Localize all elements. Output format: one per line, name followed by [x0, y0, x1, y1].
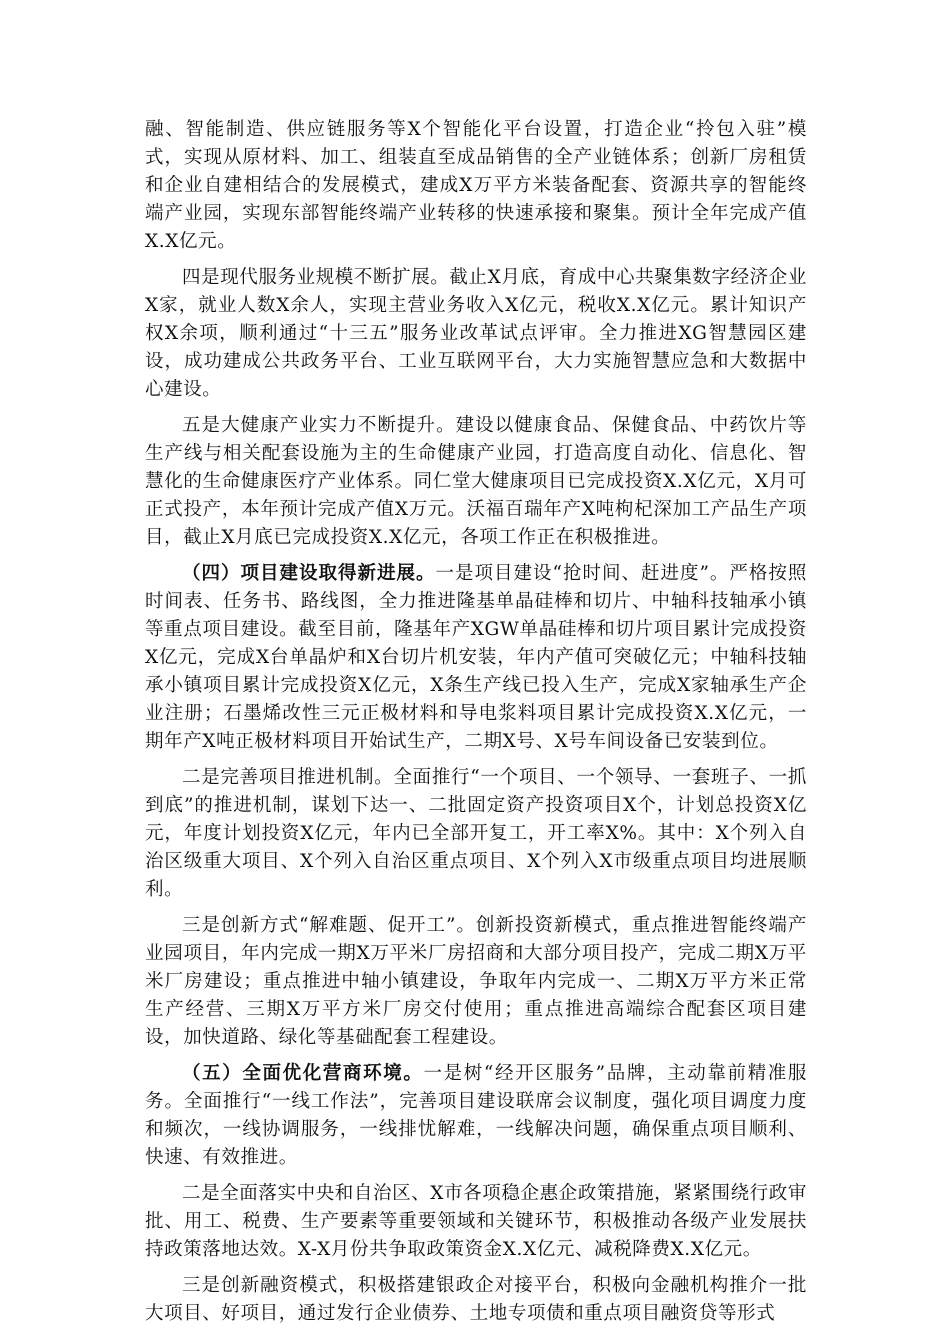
document-page: [145, 116, 807, 1336]
section-heading-4: （四）项目建设取得新进展。: [182, 563, 436, 584]
paragraph-1: [145, 116, 807, 256]
paragraph-9: [145, 1272, 807, 1328]
paragraph-9-text: 三是创新融资模式，积极搭建银政企对接平台，积极向金融机构推介一批大项目、好项目，通过发行企业债券、土地专项债和重点项目融资贷等形式: [145, 1275, 807, 1324]
paragraph-3: [145, 412, 807, 552]
paragraph-6: [145, 912, 807, 1052]
section-heading-5: （五）全面优化营商环境。: [182, 1063, 424, 1084]
paragraph-6-text: 三是创新方式“解难题、促开工”。创新投资新模式，重点推进智能终端产业园项目，年内完成一期X万平米厂房招商和大部分项目投产，完成二期X万平米厂房建设；重点推进中轴小镇建设，争取年内完成一、二期X万平方米正常生产经营、三期X万平方米厂房交付使用；重点推进高端综合配套区项目建设，加快道路、绿化等基础配套工程建设。: [145, 915, 807, 1048]
paragraph-7: [145, 1060, 807, 1172]
paragraph-5: [145, 764, 807, 904]
paragraph-2: [145, 264, 807, 404]
paragraph-4-text: 一是项目建设“抢时间、赶进度”。严格按照时间表、任务书、路线图，全力推进隆基单晶硅棒和切片、中轴科技轴承小镇等重点项目建设。截至目前，隆基年产XGW单晶硅棒和切片项目累计完成投资X亿元，完成X台单晶炉和X台切片机安装，年内产值可突破亿元；中轴科技轴承小镇项目累计完成投资X亿元，X条生产线已投入生产，完成X家轴承生产企业注册；石墨烯改性三元正极材料和导电浆料项目累计完成投资X.X亿元，一期年产X吨正极材料项目开始试生产，二期X号、X号车间设备已安装到位。: [145, 563, 807, 752]
paragraph-2-text: 四是现代服务业规模不断扩展。截止X月底，育成中心共聚集数字经济企业X家，就业人数X余人，实现主营业务收入X亿元，税收X.X亿元。累计知识产权X余项，顺利通过“十三五”服务业改革试点评审。全力推进XG智慧园区建设，成功建成公共政务平台、工业互联网平台，大力实施智慧应急和大数据中心建设。: [145, 267, 807, 400]
paragraph-5-text: 二是完善项目推进机制。全面推行“一个项目、一个领导、一套班子、一抓到底”的推进机制，谋划下达一、二批固定资产投资项目X个，计划总投资X亿元，年度计划投资X亿元，年内已全部开复工，开工率X%。其中：X个列入自治区级重大项目、X个列入自治区重点项目、X个列入X市级重点项目均进展顺利。: [145, 767, 807, 900]
paragraph-4: [145, 560, 807, 756]
paragraph-8: [145, 1180, 807, 1264]
paragraph-1-text: 融、智能制造、供应链服务等X个智能化平台设置，打造企业“拎包入驻”模式，实现从原材料、加工、组装直至成品销售的全产业链体系；创新厂房租赁和企业自建相结合的发展模式，建成X万平方米装备配套、资源共享的智能终端产业园，实现东部智能终端产业转移的快速承接和聚集。预计全年完成产值X.X亿元。: [145, 119, 807, 252]
paragraph-7-text: 一是树“经开区服务”品牌，主动靠前精准服务。全面推行“一线工作法”，完善项目建设联席会议制度，强化项目调度力度和频次，一线协调服务，一线排忧解难，一线解决问题，确保重点项目顺利、快速、有效推进。: [145, 1063, 808, 1168]
paragraph-8-text: 二是全面落实中央和自治区、X市各项稳企惠企政策措施，紧紧围绕行政审批、用工、税费、生产要素等重要领域和关键环节，积极推动各级产业发展扶持政策落地达效。X-X月份共争取政策资金X.X亿元、减税降费X.X亿元。: [145, 1183, 807, 1260]
paragraph-3-text: 五是大健康产业实力不断提升。建设以健康食品、保健食品、中药饮片等生产线与相关配套设施为主的生命健康产业园，打造高度自动化、信息化、智慧化的生命健康医疗产业体系。同仁堂大健康项目已完成投资X.X亿元，X月可正式投产，本年预计完成产值X万元。沃福百瑞年产X吨枸杞深加工产品生产项目，截止X月底已完成投资X.X亿元，各项工作正在积极推进。: [145, 415, 807, 548]
